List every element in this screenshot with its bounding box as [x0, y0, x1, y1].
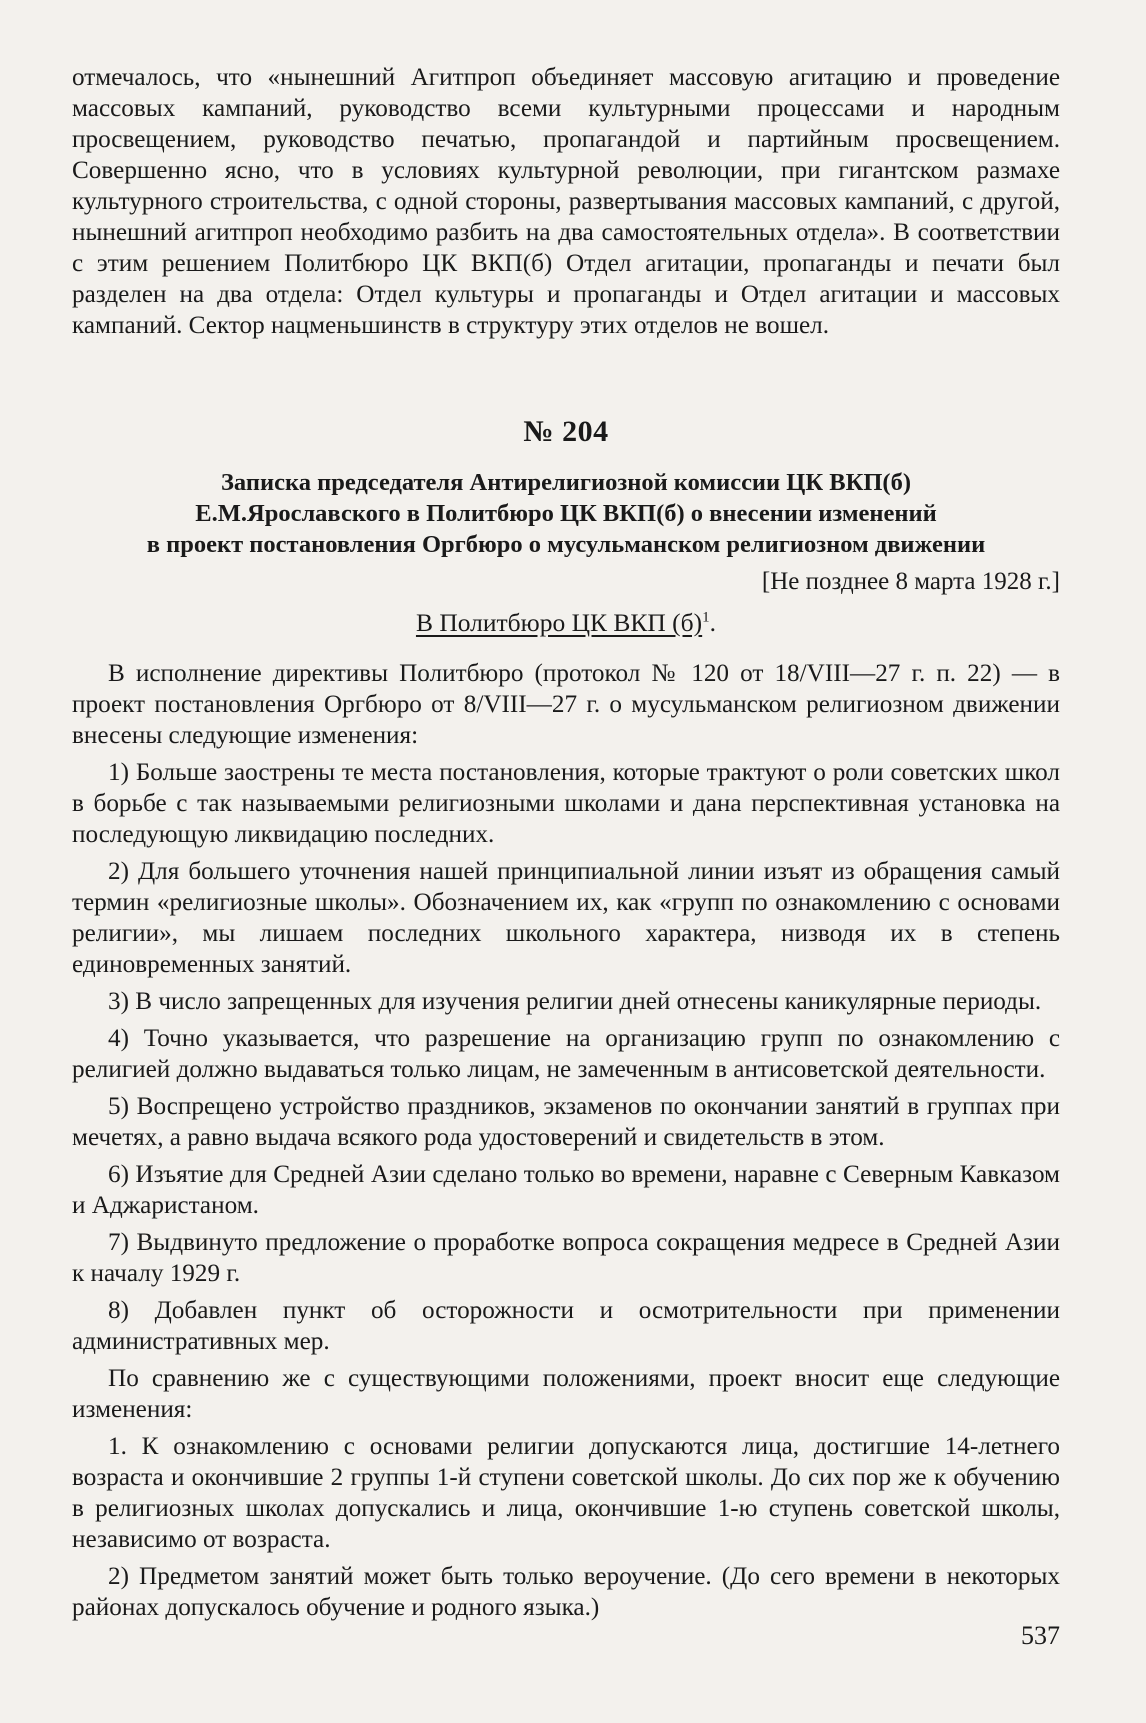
document-date: [Не позднее 8 марта 1928 г.] [761, 568, 1060, 595]
footnote-marker: 1 [702, 609, 710, 626]
change-item-7: 7) Выдвинуто предложение о проработке вопроса сокращения медресе в Средней Азии к началу 1929 г. [72, 1229, 1060, 1287]
addressee-line [72, 608, 1060, 638]
document-title-line-2: Е.М.Ярославского в Политбюро ЦК ВКП(б) о внесении изменений [195, 500, 937, 527]
change-item-4: 4) Точно указывается, что разрешение на организацию групп по ознакомлению с религией должно выдаваться только лицам, не замеченным в антисоветской деятельности. [72, 1025, 1060, 1083]
intro-paragraph: отмечалось, что «нынешний Агитпроп объединяет массовую агитацию и проведение массовых кампаний, руководство всеми культурными процессами и народным просвещением, руководство печатью, пропагандой и партийным просвещением. Совершенно ясно, что в условиях культурной революции, при гигантском размахе культурного строительства, с одной стороны, развертывания массовых кампаний, с другой, нынешний агитпроп необходимо разбить на два самостоятельных отдела». В соответствии с этим решением Политбюро ЦК ВКП(б) Отдел агитации, пропаганды и печати был разделен на два отдела: Отдел культуры и пропаганды и Отдел агитации и массовых кампаний. Сектор нацменьшинств в структуру этих отделов не вошел. [72, 64, 1060, 339]
addressee-punct: . [709, 608, 717, 637]
change-item-2: 2) Для большего уточнения нашей принципиальной линии изъят из обращения самый термин «религиозные школы». Обозначением их, как «групп по ознакомлению с основами религии», мы лишаем последних школьного характера, низводя их в степень единовременных занятий. [72, 858, 1060, 978]
addressee-text: В Политбюро ЦК ВКП (б) [415, 608, 703, 637]
change-item-8: 8) Добавлен пункт об осторожности и осмотрительности при применении административных мер. [72, 1297, 1060, 1355]
comparison-lead-paragraph: По сравнению же с существующими положениями, проект вносит еще следующие изменения: [72, 1365, 1060, 1423]
change-item-3: 3) В число запрещенных для изучения религии дней отнесены каникулярные периоды. [108, 988, 1042, 1015]
change-item-1: 1) Больше заострены те места постановления, которые трактуют о роли советских школ в борьбе с так называемыми религиозными школами и дана перспективная установка на последующую ликвидацию последних. [72, 759, 1060, 848]
change-item-6: 6) Изъятие для Средней Азии сделано только во времени, наравне с Северным Кавказом и Аджаристаном. [72, 1161, 1060, 1219]
document-title-line-1: Записка председателя Антирелигиозной комиссии ЦК ВКП(б) [221, 469, 911, 496]
body-lead-paragraph: В исполнение директивы Политбюро (протокол № 120 от 18/VIII—27 г. п. 22) — в проект постановления Оргбюро от 8/VIII—27 г. о мусульманском религиозном движении внесены следующие изменения: [72, 660, 1060, 749]
change-item-5: 5) Воспрещено устройство праздников, экзаменов по окончании занятий в группах при мечетях, а равно выдача всякого рода удостоверений и свидетельств в этом. [72, 1093, 1060, 1151]
document-page [72, 62, 1060, 1623]
comparison-item-1: 1. К ознакомлению с основами религии допускаются лица, достигшие 14-летнего возраста и окончившие 2 группы 1-й ступени советской школы. До сих пор же к обучению в религиозных школах допускались и лица, окончившие 1-ю ступень советской школы, независимо от возраста. [72, 1433, 1060, 1553]
document-number: № 204 [523, 415, 609, 448]
document-title-line-3: в проект постановления Оргбюро о мусульманском религиозном движении [146, 531, 986, 558]
comparison-item-2: 2) Предметом занятий может быть только вероучение. (До сего времени в некоторых районах допускалось обучение и родного языка.) [72, 1563, 1060, 1621]
page-number: 537 [1021, 1621, 1060, 1650]
